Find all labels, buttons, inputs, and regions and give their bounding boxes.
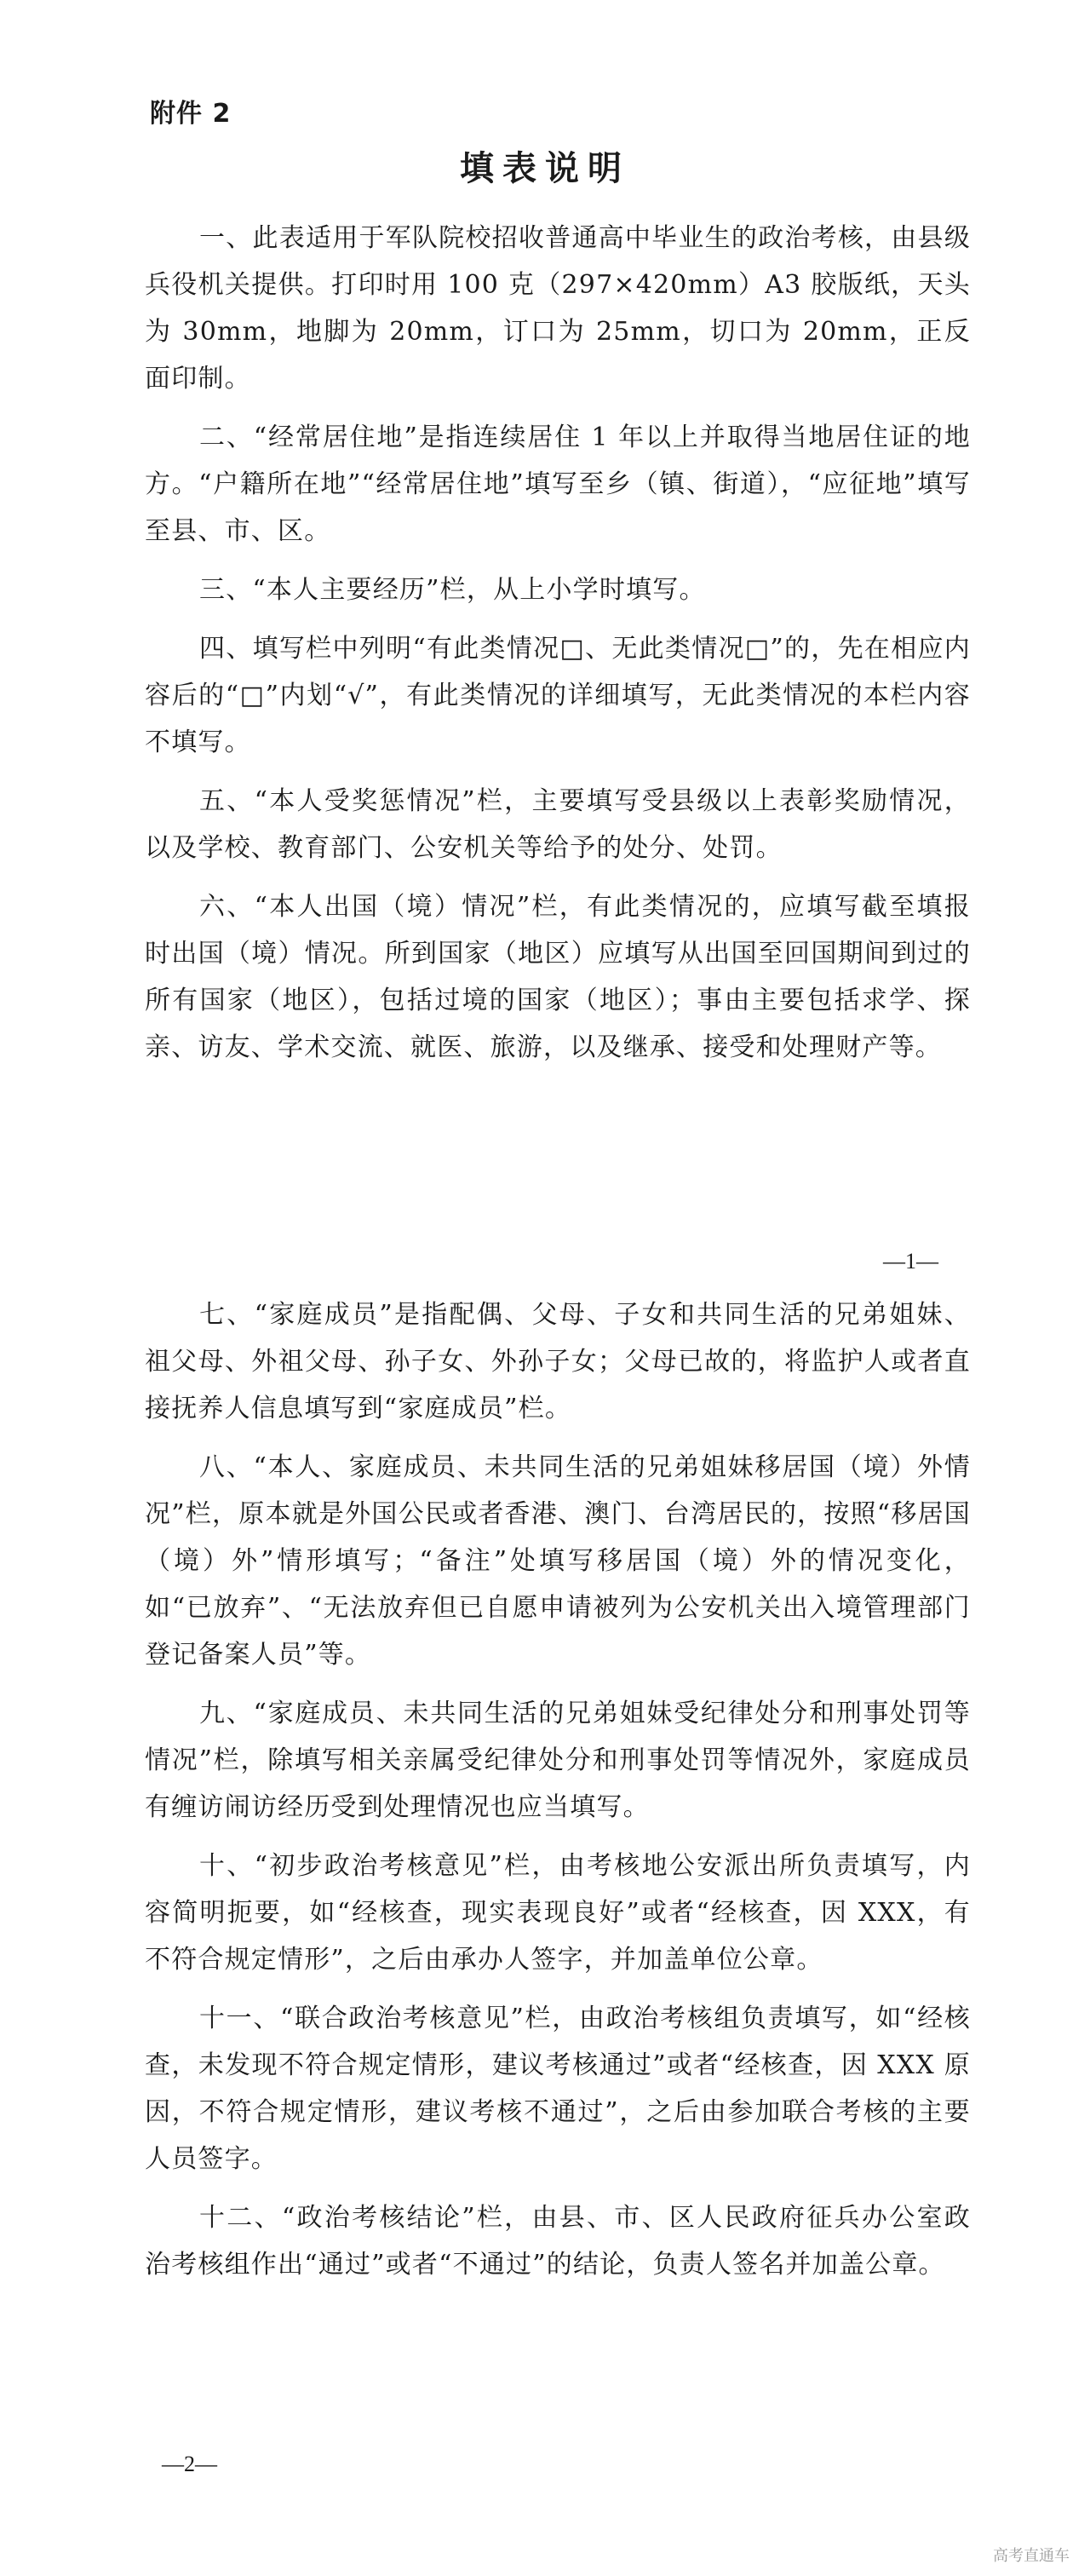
instruction-paragraph-4: 四、填写栏中列明“有此类情况□、无此类情况□”的，先在相应内容后的“□”内划“√”，有此类情况的详细填写，无此类情况的本栏内容不填写。	[145, 634, 971, 757]
watermark-text: 高考直通车	[993, 2547, 1070, 2565]
page-1-body	[145, 215, 971, 1083]
instruction-paragraph-2: 二、“经常居住地”是指连续居住 1 年以上并取得当地居住证的地方。“户籍所在地”“经常居住地”填写至乡（镇、街道），“应征地”填写至县、市、区。	[145, 423, 971, 546]
instruction-paragraph-9: 九、“家庭成员、未共同生活的兄弟姐妹受纪律处分和刑事处罚等情况”栏，除填写相关亲属受纪律处分和刑事处罚等情况外，家庭成员有缠访闹访经历受到处理情况也应当填写。	[145, 1699, 971, 1822]
instruction-paragraph-11: 十一、“联合政治考核意见”栏，由政治考核组负责填写，如“经核查，未发现不符合规定情形，建议考核通过”或者“经核查，因 XXX 原因，不符合规定情形，建议考核不通过”，之后由参加联合考核的主要人员签字。	[145, 2004, 971, 2174]
instruction-paragraph-10: 十、“初步政治考核意见”栏，由考核地公安派出所负责填写，内容简明扼要，如“经核查，现实表现良好”或者“经核查，因 XXX，有不符合规定情形”，之后由承办人签字，并加盖单位公章。	[145, 1851, 971, 1975]
page-2-body	[145, 1291, 971, 2300]
page-title: 填表说明	[460, 149, 630, 188]
instruction-paragraph-3: 三、“本人主要经历”栏，从上小学时填写。	[199, 575, 706, 605]
instruction-paragraph-8: 八、“本人、家庭成员、未共同生活的兄弟姐妹移居国（境）外情况”栏，原本就是外国公民或者香港、澳门、台湾居民的，按照“移居国（境）外”情形填写；“备注”处填写移居国（境）外的情况变化，如“已放弃”、“无法放弃但已自愿申请被列为公安机关出入境管理部门登记备案人员”等。	[145, 1452, 971, 1670]
attachment-label: 附件 2	[150, 99, 232, 129]
instruction-paragraph-1: 一、此表适用于军队院校招收普通高中毕业生的政治考核，由县级兵役机关提供。打印时用 100 克（297×420mm）A3 胶版纸，天头为 30mm，地脚为 20mm，订口为 25mm，切口为 20mm，正反面印制。	[145, 223, 971, 394]
instruction-paragraph-6: 六、“本人出国（境）情况”栏，有此类情况的，应填写截至填报时出国（境）情况。所到国家（地区）应填写从出国至回国期间到过的所有国家（地区），包括过境的国家（地区）；事由主要包括求学、探亲、访友、学术交流、就医、旅游，以及继承、接受和处理财产等。	[145, 892, 971, 1062]
instruction-paragraph-5: 五、“本人受奖惩情况”栏，主要填写受县级以上表彰奖励情况，以及学校、教育部门、公安机关等给予的处分、处罚。	[145, 786, 971, 863]
page-number-1: —1—	[883, 1249, 938, 1274]
page-number-2: —2—	[162, 2452, 217, 2476]
instruction-paragraph-12: 十二、“政治考核结论”栏，由县、市、区人民政府征兵办公室政治考核组作出“通过”或者“不通过”的结论，负责人签名并加盖公章。	[145, 2203, 971, 2280]
instruction-paragraph-7: 七、“家庭成员”是指配偶、父母、子女和共同生活的兄弟姐妹、祖父母、外祖父母、孙子女、外孙子女；父母已故的，将监护人或者直接抚养人信息填写到“家庭成员”栏。	[145, 1300, 971, 1423]
